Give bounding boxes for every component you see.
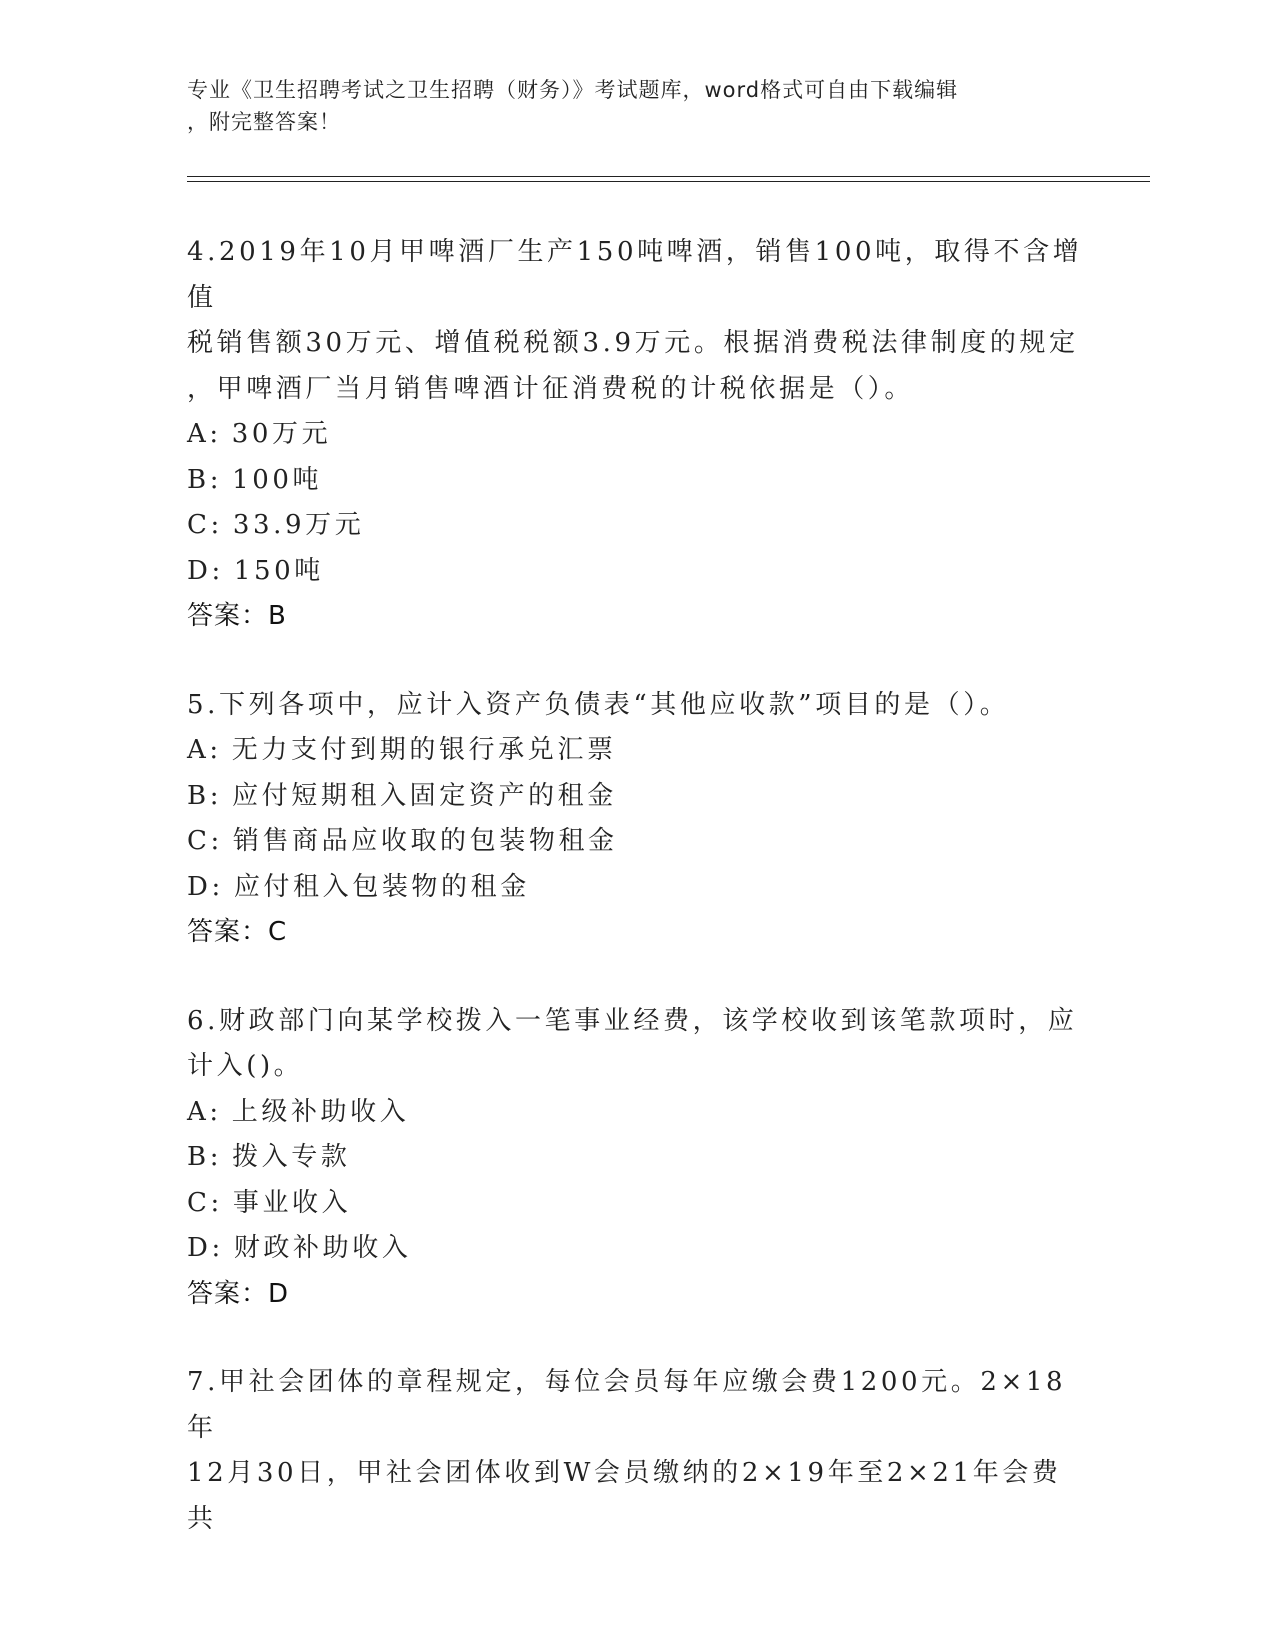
- option-text: 30万元: [231, 419, 332, 449]
- question-stem-line: 7.甲社会团体的章程规定，每位会员每年应缴会费1200元。2×18年: [187, 1367, 1067, 1443]
- option-letter: C:: [187, 510, 223, 540]
- option-text: 拨入专款: [232, 1142, 351, 1172]
- option-text: 33.9万元: [232, 510, 365, 540]
- option-text: 财政补助收入: [233, 1233, 412, 1263]
- option-a: [187, 728, 1087, 774]
- option-text: 应付短期租入固定资产的租金: [232, 780, 617, 811]
- answer-line: 答案：B: [187, 601, 287, 631]
- option-text: 事业收入: [232, 1187, 352, 1218]
- option-letter: A:: [187, 419, 222, 449]
- option-letter: B:: [187, 1142, 223, 1172]
- header-line-1: 专业《卫生招聘考试之卫生招聘（财务）》考试题库，word格式可自由下载编辑: [187, 78, 959, 102]
- question-4: [187, 230, 1087, 640]
- option-d: [187, 1226, 1087, 1272]
- question-5: [187, 683, 1087, 956]
- option-b: [187, 458, 1087, 504]
- option-letter: B:: [187, 780, 223, 811]
- header-line-2: ，附完整答案！: [187, 110, 341, 134]
- option-letter: D:: [187, 555, 224, 586]
- option-d: [187, 549, 1087, 595]
- option-letter: D:: [187, 871, 224, 902]
- question-stem-line: 12月30日，甲社会团体收到W会员缴纳的2×19年至2×21年会费共: [187, 1458, 1062, 1534]
- question-stem-line: ，甲啤酒厂当月销售啤酒计征消费税的计税依据是（）。: [187, 373, 915, 404]
- option-letter: A:: [187, 1096, 222, 1127]
- option-c: [187, 1181, 1087, 1227]
- answer-line: 答案：D: [187, 1278, 290, 1309]
- question-stem-line: 5.下列各项中，应计入资产负债表“其他应收款”项目的是（）。: [187, 689, 1010, 720]
- option-letter: C:: [187, 826, 223, 856]
- option-text: 应付租入包装物的租金: [233, 871, 530, 902]
- question-stem-line: 计入()。: [187, 1051, 304, 1081]
- option-text: 销售商品应收取的包装物租金: [232, 826, 618, 856]
- option-a: [187, 412, 1087, 458]
- option-b: [187, 774, 1087, 820]
- option-letter: C:: [187, 1187, 223, 1218]
- option-letter: D:: [187, 1233, 224, 1263]
- document-header: [187, 74, 1087, 138]
- question-stem-line: 税销售额30万元、增值税税额3.9万元。根据消费税法律制度的规定: [187, 328, 1079, 358]
- question-list: [187, 230, 1087, 1585]
- option-text: 无力支付到期的银行承兑汇票: [231, 735, 617, 765]
- option-c: [187, 819, 1087, 865]
- option-letter: A:: [187, 735, 222, 765]
- question-6: [187, 999, 1087, 1318]
- header-divider-bottom: [187, 181, 1150, 182]
- question-stem-line: 4.2019年10月甲啤酒厂生产150吨啤酒，销售100吨，取得不含增值: [187, 237, 1083, 313]
- option-text: 150吨: [233, 555, 324, 586]
- option-d: [187, 865, 1087, 911]
- option-letter: B:: [187, 464, 223, 495]
- option-text: 上级补助收入: [231, 1096, 410, 1127]
- option-b: [187, 1135, 1087, 1181]
- question-7: [187, 1360, 1087, 1542]
- option-a: [187, 1090, 1087, 1136]
- option-c: [187, 503, 1087, 549]
- answer-line: 答案：C: [187, 917, 288, 947]
- question-stem-line: 6.财政部门向某学校拨入一笔事业经费，该学校收到该笔款项时，应: [187, 1005, 1078, 1036]
- header-divider-top: [187, 176, 1150, 177]
- option-text: 100吨: [232, 464, 323, 495]
